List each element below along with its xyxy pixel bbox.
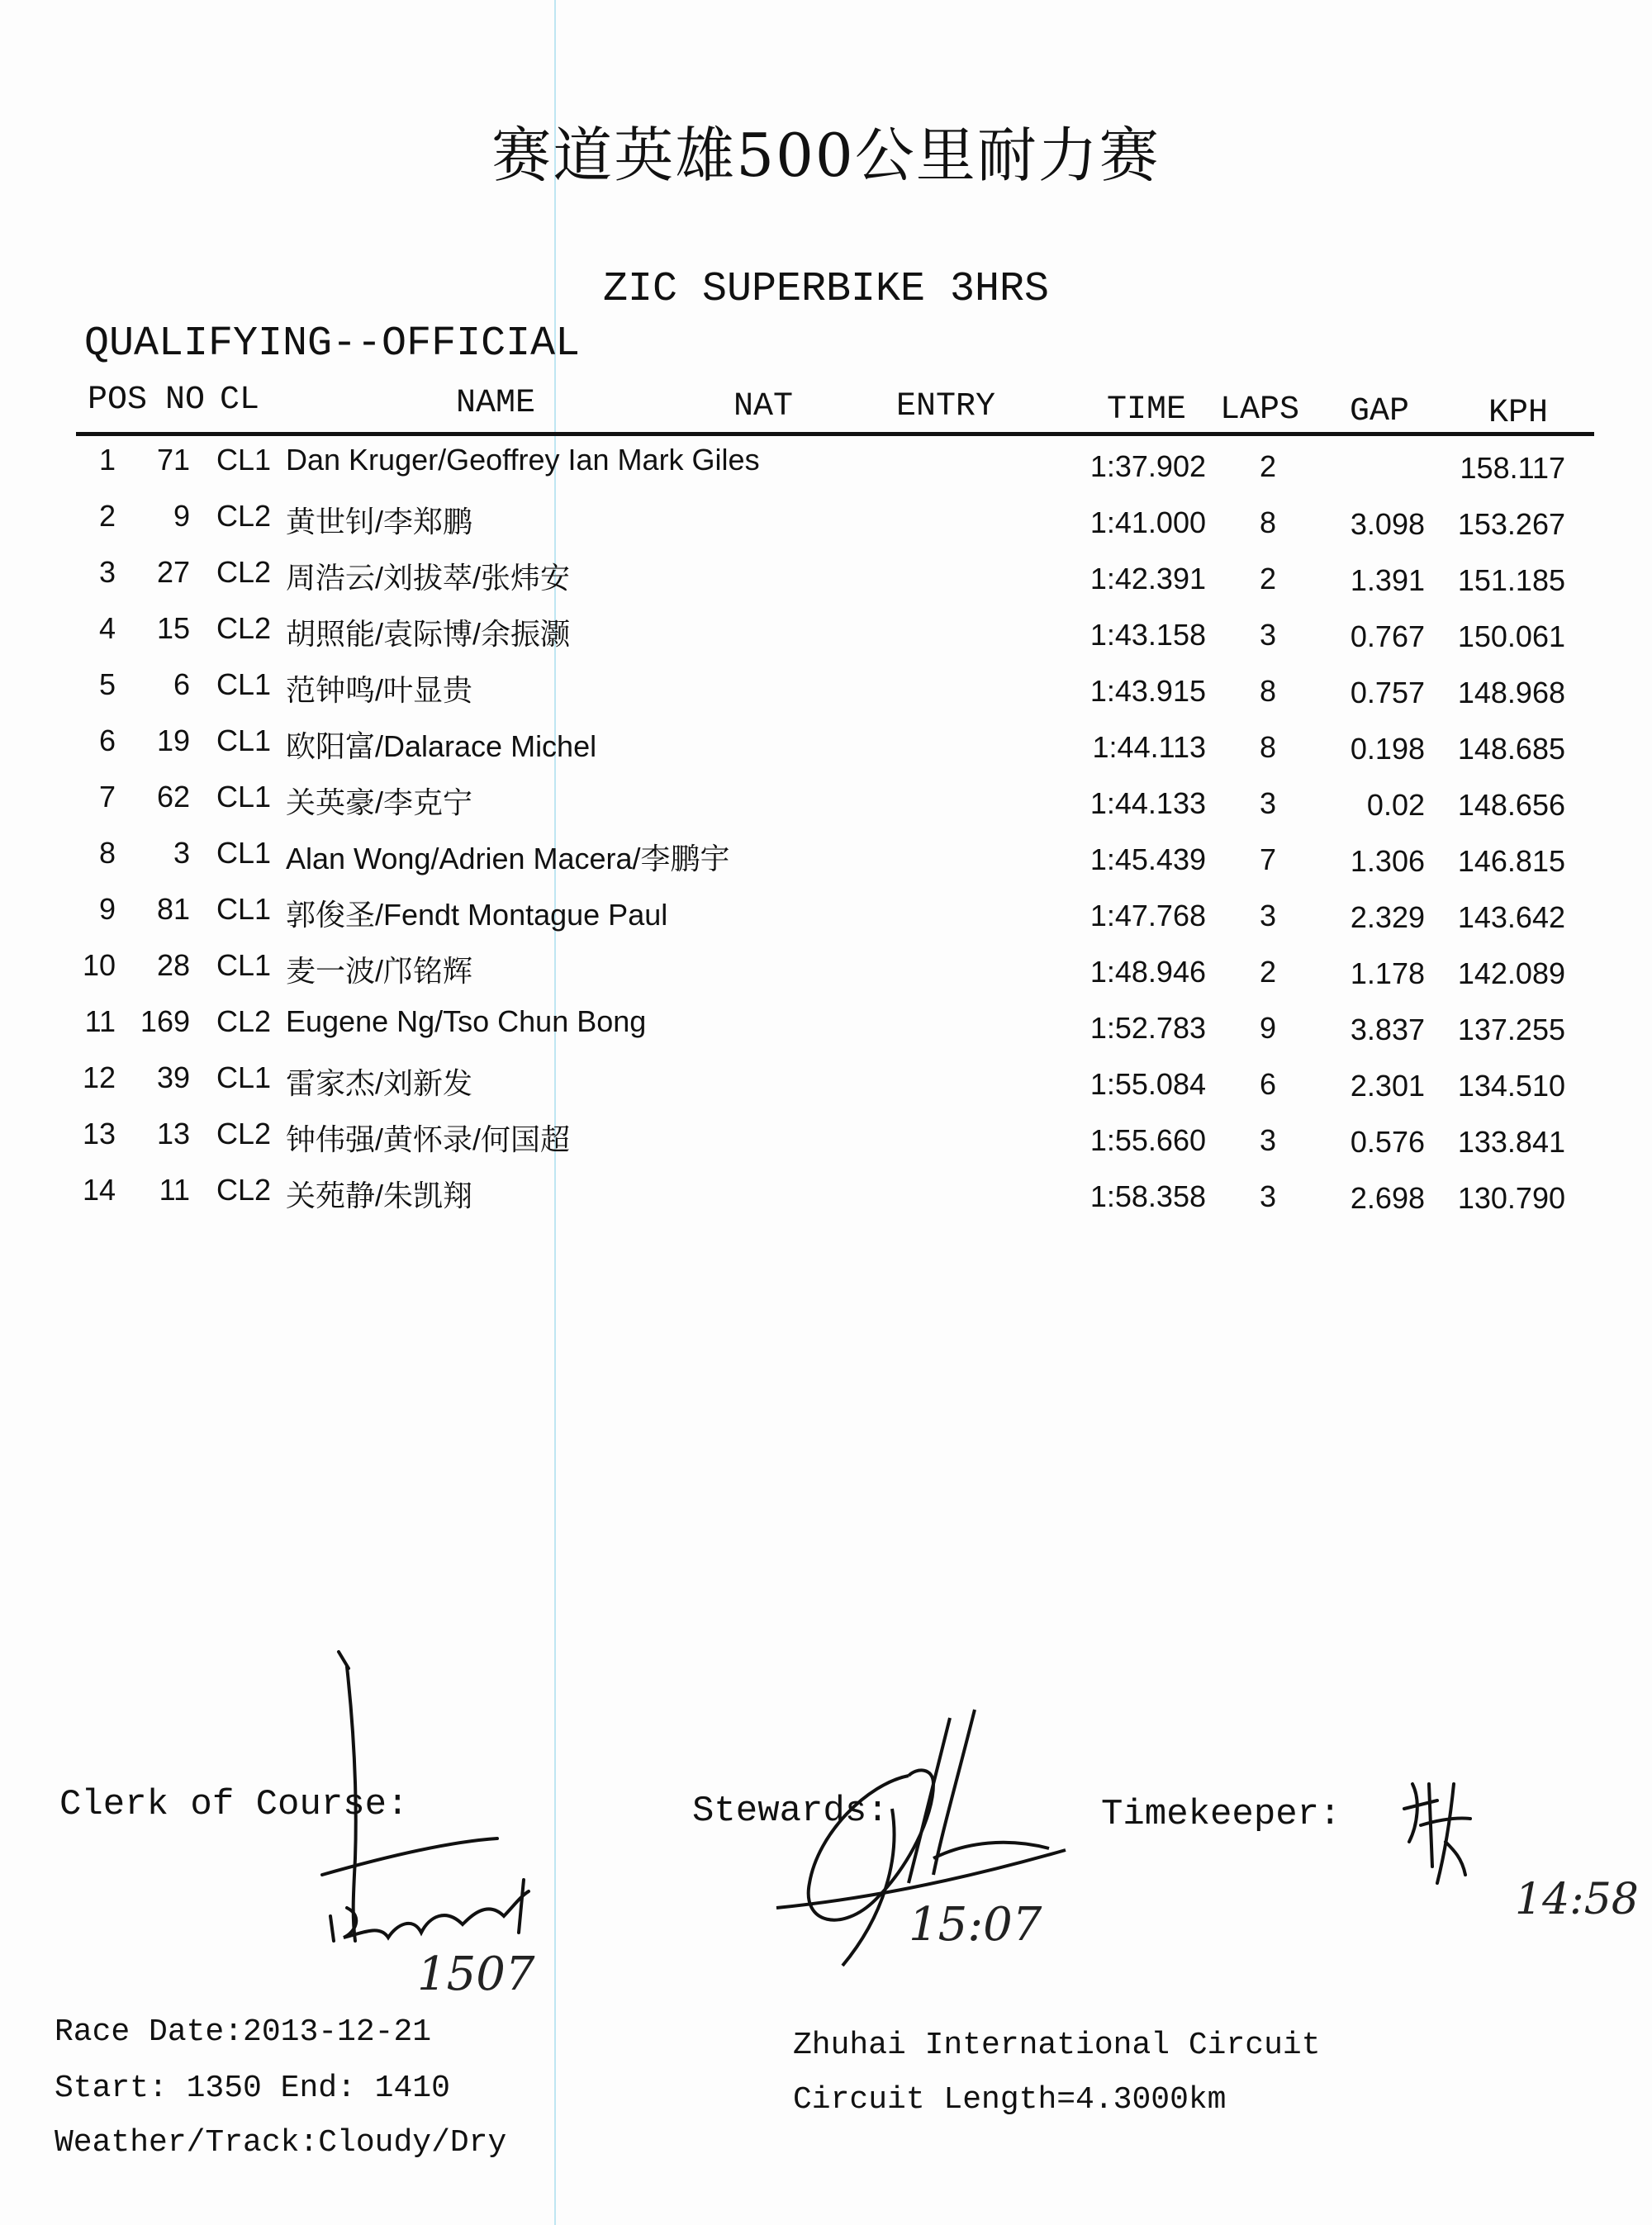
cell-kph: 148.968 (1457, 676, 1565, 709)
col-header-kph: KPH (1488, 395, 1549, 432)
circuit-length: Circuit Length=4.3000km (793, 2082, 1227, 2118)
col-header-gap: GAP (1350, 393, 1410, 430)
table-row (0, 1117, 1652, 1173)
cell-gap: 0.757 (1350, 676, 1425, 709)
cell-gap: 1.178 (1350, 956, 1425, 990)
cell-no: 28 (156, 948, 190, 982)
cell-pos: 12 (82, 1060, 116, 1094)
cell-gap: 2.301 (1350, 1069, 1425, 1103)
cell-pos: 8 (98, 836, 116, 870)
cell-no: 81 (156, 892, 190, 926)
cell-kph: 142.089 (1457, 956, 1565, 990)
cell-class: CL1 (216, 667, 272, 701)
cell-kph: 158.117 (1460, 451, 1565, 485)
cell-class: CL2 (216, 611, 272, 645)
cell-time: 1:58.358 (1089, 1179, 1206, 1213)
cell-laps: 2 (1259, 449, 1277, 483)
cell-pos: 3 (98, 555, 116, 589)
cell-class: CL1 (216, 1060, 272, 1094)
cell-kph: 137.255 (1457, 1013, 1565, 1046)
event-title-chinese: 赛道英雄500公里耐力赛 (491, 121, 1161, 190)
cell-laps: 7 (1259, 842, 1277, 876)
cell-time: 1:45.439 (1089, 842, 1206, 876)
cell-class: CL1 (216, 948, 272, 982)
cell-class: CL2 (216, 1117, 272, 1150)
cell-class: CL2 (216, 1004, 272, 1038)
cell-time: 1:43.915 (1089, 674, 1206, 708)
cell-pos: 13 (82, 1117, 116, 1150)
cell-kph: 143.642 (1457, 900, 1565, 934)
table-row (0, 948, 1652, 1004)
cell-kph: 151.185 (1457, 563, 1565, 597)
cell-kph: 134.510 (1457, 1069, 1565, 1103)
cell-pos: 6 (98, 723, 116, 757)
cell-gap: 3.098 (1350, 507, 1425, 541)
cell-name: 雷家杰/刘新发 (286, 1066, 473, 1100)
cell-time: 1:44.113 (1092, 730, 1206, 764)
session-title: QUALIFYING--OFFICIAL (84, 320, 581, 368)
cell-kph: 146.815 (1457, 844, 1565, 878)
cell-no: 11 (159, 1173, 190, 1207)
cell-laps: 3 (1259, 618, 1277, 652)
race-date: Race Date:2013-12-21 (55, 2014, 432, 2050)
cell-no: 27 (156, 555, 190, 589)
col-header-laps: LAPS (1220, 391, 1300, 429)
cell-time: 1:43.158 (1089, 618, 1206, 652)
cell-no: 169 (140, 1004, 190, 1038)
table-row (0, 836, 1652, 892)
cell-pos: 9 (98, 892, 116, 926)
cell-name: Eugene Ng/Tso Chun Bong (286, 1004, 647, 1038)
stewards-handwritten-time: 15:07 (909, 1898, 1042, 1952)
cell-class: CL1 (216, 780, 272, 814)
table-row (0, 611, 1652, 667)
cell-gap: 3.837 (1350, 1013, 1425, 1046)
cell-class: CL2 (216, 499, 272, 533)
cell-gap: 2.698 (1350, 1181, 1425, 1215)
table-row (0, 892, 1652, 948)
table-row (0, 555, 1652, 611)
cell-pos: 11 (84, 1004, 116, 1038)
cell-no: 62 (156, 780, 190, 814)
cell-kph: 153.267 (1457, 507, 1565, 541)
cell-time: 1:42.391 (1089, 562, 1206, 595)
cell-name: 麦一波/邝铭辉 (286, 954, 473, 988)
cell-no: 9 (173, 499, 190, 533)
cell-name: 关英豪/李克宁 (286, 785, 473, 819)
cell-class: CL2 (216, 555, 272, 589)
cell-laps: 3 (1259, 1179, 1277, 1213)
table-row (0, 499, 1652, 555)
cell-name: 欧阳富/Dalarace Michel (286, 729, 597, 763)
cell-laps: 3 (1259, 1123, 1277, 1157)
cell-laps: 8 (1259, 730, 1277, 764)
timekeeper-handwritten-time: 14:58 (1515, 1875, 1639, 1924)
cell-kph: 133.841 (1457, 1125, 1565, 1159)
circuit-name: Zhuhai International Circuit (793, 2028, 1321, 2063)
cell-gap: 0.767 (1350, 619, 1425, 653)
cell-time: 1:52.783 (1089, 1011, 1206, 1045)
header-rule (76, 432, 1594, 436)
cell-no: 15 (156, 611, 190, 645)
cell-laps: 8 (1259, 505, 1277, 539)
col-header-nat: NAT (733, 388, 794, 425)
cell-gap: 2.329 (1350, 900, 1425, 934)
cell-class: CL1 (216, 723, 272, 757)
cell-gap: 1.391 (1350, 563, 1425, 597)
cell-name: 郭俊圣/Fendt Montague Paul (286, 898, 668, 932)
cell-name: 范钟鸣/叶显贵 (286, 673, 473, 707)
cell-class: CL1 (216, 836, 272, 870)
timekeeper-label: Timekeeper: (1101, 1794, 1341, 1835)
col-header-entry: ENTRY (896, 388, 996, 425)
table-row (0, 723, 1652, 780)
cell-laps: 3 (1259, 786, 1277, 820)
table-row (0, 443, 1652, 499)
cell-kph: 150.061 (1457, 619, 1565, 653)
table-row (0, 667, 1652, 723)
cell-pos: 7 (98, 780, 116, 814)
cell-name: 黄世钊/李郑鹏 (286, 505, 473, 538)
cell-class: CL1 (216, 443, 272, 477)
cell-kph: 148.685 (1457, 732, 1565, 766)
cell-kph: 148.656 (1457, 788, 1565, 822)
cell-no: 19 (156, 723, 190, 757)
cell-laps: 2 (1259, 955, 1277, 989)
cell-pos: 4 (98, 611, 116, 645)
cell-time: 1:48.946 (1089, 955, 1206, 989)
cell-no: 3 (173, 836, 190, 870)
cell-no: 71 (156, 443, 190, 477)
cell-laps: 9 (1259, 1011, 1277, 1045)
event-name: ZIC SUPERBIKE 3HRS (602, 266, 1050, 313)
cell-name: 周浩云/刘拔萃/张炜安 (286, 561, 571, 595)
cell-name: 胡照能/袁际博/余振灏 (286, 617, 571, 651)
cell-gap: 0.198 (1350, 732, 1425, 766)
cell-gap: 1.306 (1350, 844, 1425, 878)
cell-laps: 6 (1259, 1067, 1277, 1101)
table-row (0, 1173, 1652, 1229)
start-end-times: Start: 1350 End: 1410 (55, 2071, 450, 2106)
col-header-no: NO (165, 382, 206, 419)
cell-gap: 0.02 (1366, 788, 1425, 822)
clerk-of-course-label: Clerk of Course: (59, 1784, 409, 1825)
col-header-pos: POS (88, 382, 148, 419)
cell-laps: 8 (1259, 674, 1277, 708)
cell-class: CL2 (216, 1173, 272, 1207)
weather-track: Weather/Track:Cloudy/Dry (55, 2125, 507, 2161)
cell-name: 关苑静/朱凯翔 (286, 1179, 473, 1212)
table-row (0, 780, 1652, 836)
cell-pos: 14 (82, 1173, 116, 1207)
cell-class: CL1 (216, 892, 272, 926)
cell-time: 1:55.660 (1089, 1123, 1206, 1157)
table-row (0, 1060, 1652, 1117)
cell-kph: 130.790 (1457, 1181, 1565, 1215)
stewards-label: Stewards: (692, 1791, 889, 1832)
clerk-handwritten-time: 1507 (417, 1947, 535, 2001)
cell-no: 13 (156, 1117, 190, 1150)
cell-pos: 2 (98, 499, 116, 533)
cell-time: 1:41.000 (1089, 505, 1206, 539)
col-header-cl: CL (220, 382, 260, 419)
cell-time: 1:47.768 (1089, 899, 1206, 932)
cell-time: 1:44.133 (1089, 786, 1206, 820)
cell-name: 钟伟强/黄怀录/何国超 (286, 1122, 571, 1156)
cell-name: Alan Wong/Adrien Macera/李鹏宇 (286, 842, 730, 875)
table-row (0, 1004, 1652, 1060)
timekeeper-signature (1396, 1767, 1495, 1900)
col-header-time: TIME (1107, 391, 1187, 429)
cell-no: 6 (173, 667, 190, 701)
cell-laps: 2 (1259, 562, 1277, 595)
cell-pos: 5 (98, 667, 116, 701)
col-header-name: NAME (456, 385, 536, 422)
cell-gap: 0.576 (1350, 1125, 1425, 1159)
cell-time: 1:55.084 (1089, 1067, 1206, 1101)
cell-name: Dan Kruger/Geoffrey Ian Mark Giles (286, 443, 760, 477)
cell-time: 1:37.902 (1089, 449, 1206, 483)
cell-no: 39 (156, 1060, 190, 1094)
cell-pos: 10 (82, 948, 116, 982)
cell-pos: 1 (98, 443, 116, 477)
cell-laps: 3 (1259, 899, 1277, 932)
